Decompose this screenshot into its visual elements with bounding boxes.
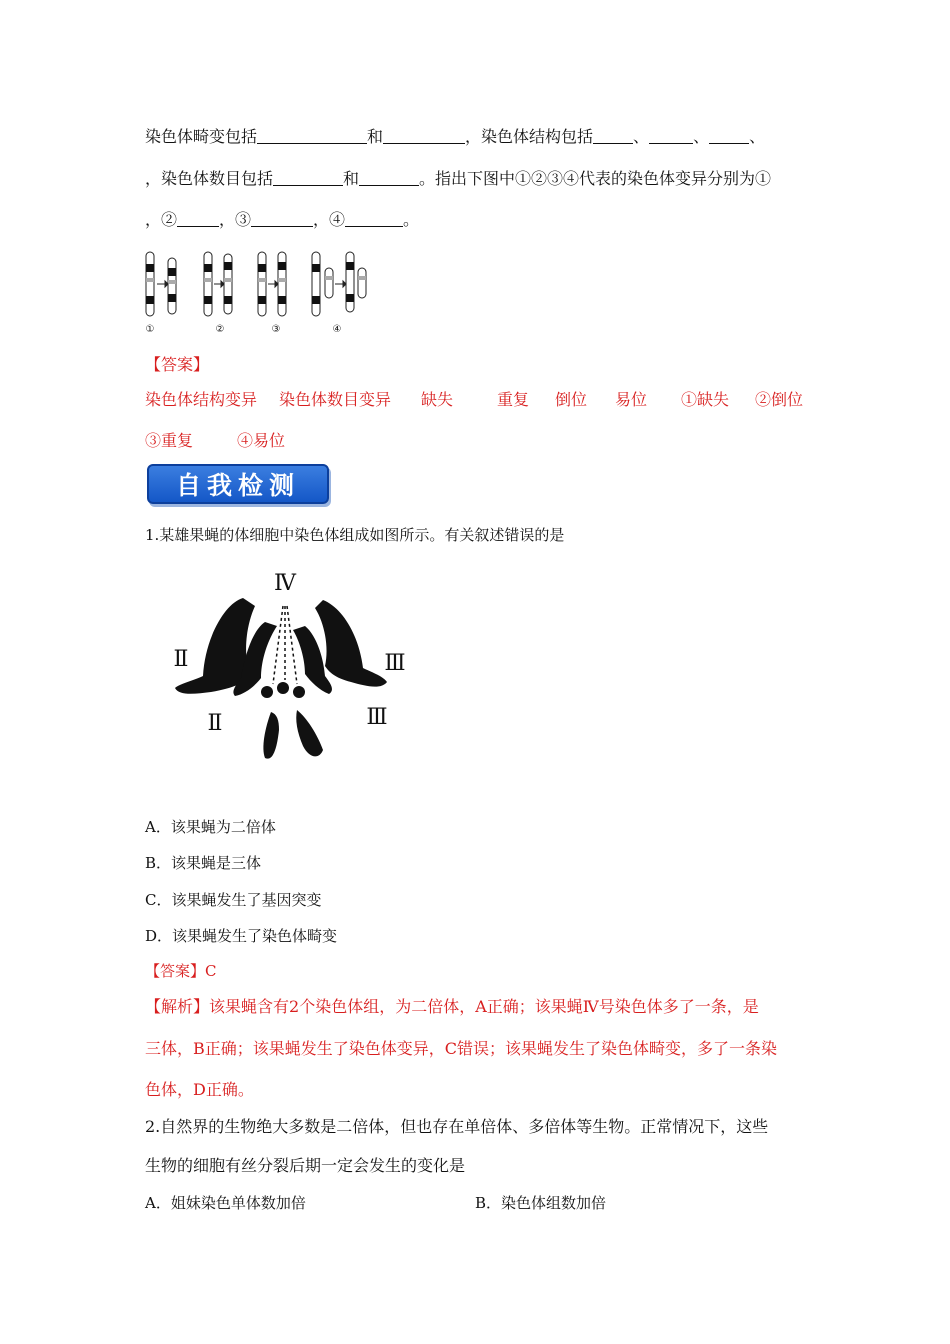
blank <box>383 127 465 144</box>
q1-analysis-line-2: 三体，B正确；该果蝇发生了染色体变异，C错误；该果蝇发生了染色体畸变，多了一条染 <box>145 1039 778 1058</box>
q1-analysis-line-1: 【解析】该果蝇含有2个染色体组，为二倍体，A正确；该果蝇Ⅳ号染色体多了一条，是 <box>145 997 759 1016</box>
blank <box>257 127 367 144</box>
blank <box>273 169 343 186</box>
chromosome-variation-figure <box>140 248 370 334</box>
answer-heading: 【答案】 <box>145 355 210 374</box>
fill-question-line-1: 染色体畸变包括 和 ，染色体结构包括 、 、 、 <box>145 127 766 146</box>
figure-label-1: ① <box>145 324 155 334</box>
label-ii-lower: Ⅱ <box>207 711 223 736</box>
q1-analysis-line-3: 色体，D正确。 <box>145 1080 254 1099</box>
q2-stem-line-2: 生物的细胞有丝分裂后期一定会发生的变化是 <box>145 1156 466 1175</box>
label-iii-lower: Ⅲ <box>366 705 388 730</box>
q2-option-a: A．姐妹染色单体数加倍 <box>145 1194 306 1212</box>
blank <box>709 127 749 144</box>
answer-line-1: 染色体结构变异 染色体数目变异 缺失 重复 倒位 易位 ①缺失 ②倒位 <box>145 390 804 409</box>
label-iii-upper: Ⅲ <box>384 651 406 676</box>
self-test-banner: 自我检测 <box>147 464 329 504</box>
figure-label-4: ④ <box>332 324 342 334</box>
label-iv: Ⅳ <box>274 571 296 596</box>
blank <box>359 169 419 186</box>
karyotype-svg <box>165 568 415 768</box>
blank <box>177 210 219 227</box>
q1-option-b: B．该果蝇是三体 <box>145 854 262 872</box>
fruit-fly-karyotype-figure <box>165 568 415 768</box>
q1-stem: 1.某雄果蝇的体细胞中染色体组成如图所示。有关叙述错误的是 <box>145 526 565 544</box>
blank <box>593 127 633 144</box>
blank <box>251 210 313 227</box>
fill-question-line-2: ，染色体数目包括 和 。指出下图中①②③④代表的染色体变异分别为① <box>145 169 772 188</box>
blank <box>649 127 693 144</box>
q1-option-d: D．该果蝇发生了染色体畸变 <box>145 927 338 945</box>
fill-question-line-3: ，② ，③ ，④ 。 <box>145 210 420 229</box>
q1-option-c: C．该果蝇发生了基因突变 <box>145 891 322 909</box>
blank <box>345 210 403 227</box>
q1-answer: 【答案】C <box>145 962 217 980</box>
label-ii-upper: Ⅱ <box>173 647 189 672</box>
chromosome-variation-svg <box>140 248 370 334</box>
figure-label-2: ② <box>215 324 225 334</box>
answer-line-2: ③重复 ④易位 <box>145 431 286 450</box>
q1-option-a: A．该果蝇为二倍体 <box>145 818 276 836</box>
q2-option-b: B．染色体组数加倍 <box>475 1194 607 1212</box>
figure-label-3: ③ <box>271 324 281 334</box>
q2-stem-line-1: 2.自然界的生物绝大多数是二倍体，但也存在单倍体、多倍体等生物。正常情况下，这些 <box>145 1117 769 1136</box>
